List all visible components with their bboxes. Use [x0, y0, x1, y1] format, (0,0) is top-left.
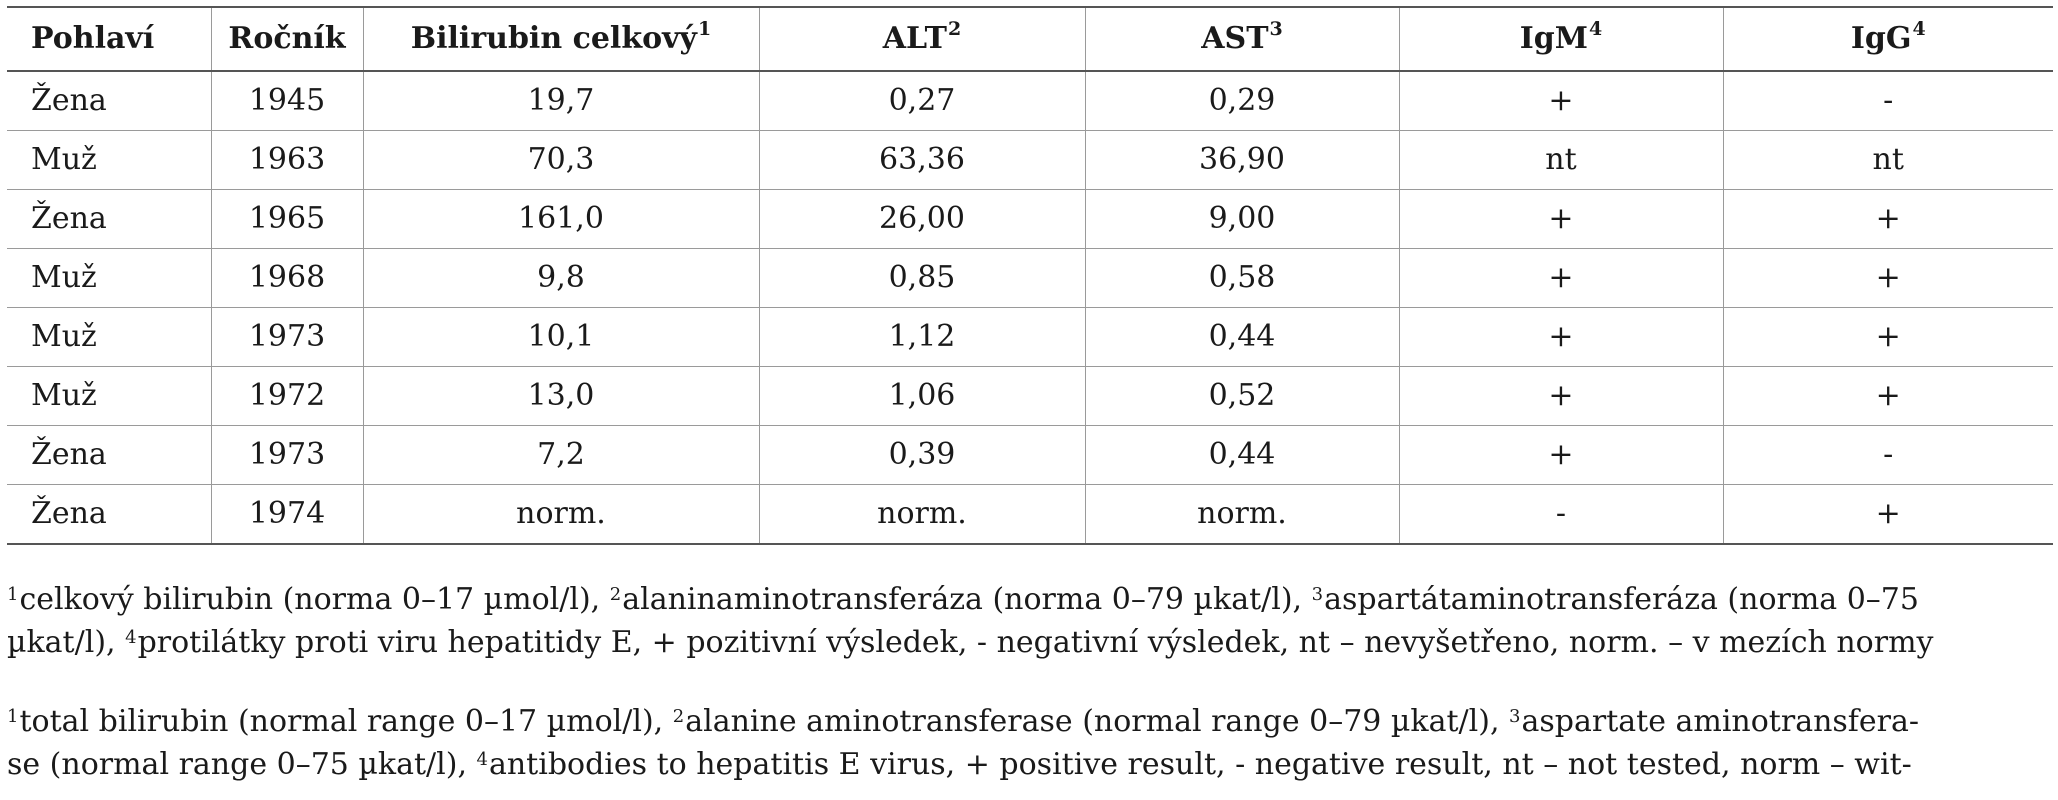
footnote-marker: 4 — [1912, 18, 1926, 40]
footnote-text: se (normal range 0–75 µkat/l), — [7, 747, 477, 782]
table-body — [7, 71, 2053, 544]
cell-sex: Žena — [7, 190, 211, 249]
cell-total-bilirubin: 13,0 — [363, 367, 759, 426]
cell-igg: - — [1723, 71, 2053, 131]
cell-ast: 0,29 — [1085, 71, 1399, 131]
cell-igg: nt — [1723, 131, 2053, 190]
footnote-text: µkat/l), — [7, 625, 126, 660]
cell-igm: + — [1399, 71, 1723, 131]
cell-ast: 0,44 — [1085, 308, 1399, 367]
cell-sex: Žena — [7, 426, 211, 485]
footnote-marker: 3 — [1509, 706, 1521, 727]
footnote-line — [7, 700, 2051, 743]
cell-alt: 26,00 — [759, 190, 1085, 249]
cell-igm: nt — [1399, 131, 1723, 190]
footnote-text: celkový bilirubin (norma 0–17 µmol/l), — [19, 582, 610, 617]
footnote-marker: 4 — [476, 749, 488, 770]
cell-igm: + — [1399, 249, 1723, 308]
cell-total-bilirubin: 19,7 — [363, 71, 759, 131]
cell-alt: norm. — [759, 485, 1085, 545]
footnote-marker: 2 — [609, 584, 622, 605]
cell-igm: + — [1399, 308, 1723, 367]
footnotes-english — [7, 700, 2051, 786]
footnote-marker: 3 — [1311, 584, 1324, 605]
cell-sex: Žena — [7, 485, 211, 545]
cell-alt: 1,06 — [759, 367, 1085, 426]
cell-ast: norm. — [1085, 485, 1399, 545]
footnote-text: alaninaminotransferáza (norma 0–79 µkat/l), — [622, 582, 1312, 617]
header-alt — [759, 7, 1085, 71]
cell-total-bilirubin: 7,2 — [363, 426, 759, 485]
cell-igg: - — [1723, 426, 2053, 485]
table-row — [7, 249, 2053, 308]
cell-birth-year: 1945 — [211, 71, 363, 131]
cell-alt: 0,85 — [759, 249, 1085, 308]
cell-total-bilirubin: 161,0 — [363, 190, 759, 249]
footnote-marker: 4 — [125, 627, 137, 648]
header-sex — [7, 7, 211, 71]
cell-igm: + — [1399, 190, 1723, 249]
cell-sex: Muž — [7, 367, 211, 426]
cell-ast: 36,90 — [1085, 131, 1399, 190]
cell-igm: + — [1399, 367, 1723, 426]
cell-igg: + — [1723, 308, 2053, 367]
footnote-marker: 4 — [1588, 18, 1603, 40]
header-label: Bilirubin celkový — [410, 21, 697, 56]
cell-ast: 0,44 — [1085, 426, 1399, 485]
footnote-marker: 2 — [672, 706, 685, 727]
header-label: IgG — [1850, 21, 1912, 56]
header-igm — [1399, 7, 1723, 71]
footnote-marker: 2 — [948, 18, 962, 40]
table-row — [7, 71, 2053, 131]
footnote-marker: 3 — [1269, 18, 1283, 40]
header-label: IgM — [1519, 21, 1588, 56]
header-label: ALT — [882, 21, 947, 56]
cell-ast: 9,00 — [1085, 190, 1399, 249]
header-total-bilirubin — [363, 7, 759, 71]
footnote-line — [7, 743, 2051, 786]
footnote-text: aspartate aminotransfera- — [1521, 704, 1920, 739]
footnote-text: protilátky proti viru hepatitidy E, + pozitivní výsledek, - negativní výsledek, nt – nevyšetřeno, norm. – v mezích normy — [137, 625, 1934, 660]
footnote-line — [7, 578, 2051, 621]
cell-birth-year: 1972 — [211, 367, 363, 426]
cell-birth-year: 1963 — [211, 131, 363, 190]
cell-birth-year: 1973 — [211, 426, 363, 485]
footnote-text: aspartátaminotransferáza (norma 0–75 — [1324, 582, 1919, 617]
cell-igg: + — [1723, 249, 2053, 308]
cell-birth-year: 1974 — [211, 485, 363, 545]
table-row — [7, 426, 2053, 485]
table-row — [7, 131, 2053, 190]
footnote-text: alanine aminotransferase (normal range 0–79 µkat/l), — [685, 704, 1510, 739]
cell-total-bilirubin: 10,1 — [363, 308, 759, 367]
cell-igm: - — [1399, 485, 1723, 545]
cell-total-bilirubin: norm. — [363, 485, 759, 545]
cell-igg: + — [1723, 190, 2053, 249]
header-label: Pohlaví — [31, 21, 155, 56]
results-table — [7, 6, 2053, 545]
cell-sex: Žena — [7, 71, 211, 131]
table-row — [7, 367, 2053, 426]
cell-ast: 0,52 — [1085, 367, 1399, 426]
footnote-marker: 1 — [7, 584, 19, 605]
cell-total-bilirubin: 70,3 — [363, 131, 759, 190]
cell-total-bilirubin: 9,8 — [363, 249, 759, 308]
cell-igm: + — [1399, 426, 1723, 485]
cell-alt: 0,39 — [759, 426, 1085, 485]
cell-sex: Muž — [7, 131, 211, 190]
footnotes-czech — [7, 578, 2051, 664]
cell-igg: + — [1723, 485, 2053, 545]
table-row — [7, 308, 2053, 367]
table-row — [7, 485, 2053, 545]
cell-alt: 0,27 — [759, 71, 1085, 131]
cell-birth-year: 1965 — [211, 190, 363, 249]
table-row — [7, 190, 2053, 249]
footnote-line — [7, 621, 2051, 664]
footnote-text: antibodies to hepatitis E virus, + positive result, - negative result, nt – not tested, norm – wit- — [488, 747, 1912, 782]
cell-ast: 0,58 — [1085, 249, 1399, 308]
header-ast — [1085, 7, 1399, 71]
table-header-row — [7, 7, 2053, 71]
header-label: Ročník — [228, 21, 346, 56]
header-igg — [1723, 7, 2053, 71]
cell-birth-year: 1973 — [211, 308, 363, 367]
cell-birth-year: 1968 — [211, 249, 363, 308]
footnote-marker: 1 — [7, 706, 19, 727]
header-birth-year — [211, 7, 363, 71]
footnote-marker: 1 — [697, 18, 712, 40]
cell-alt: 1,12 — [759, 308, 1085, 367]
cell-sex: Muž — [7, 308, 211, 367]
header-label: AST — [1201, 21, 1269, 56]
cell-alt: 63,36 — [759, 131, 1085, 190]
cell-sex: Muž — [7, 249, 211, 308]
footnote-text: total bilirubin (normal range 0–17 µmol/l), — [19, 704, 673, 739]
cell-igg: + — [1723, 367, 2053, 426]
